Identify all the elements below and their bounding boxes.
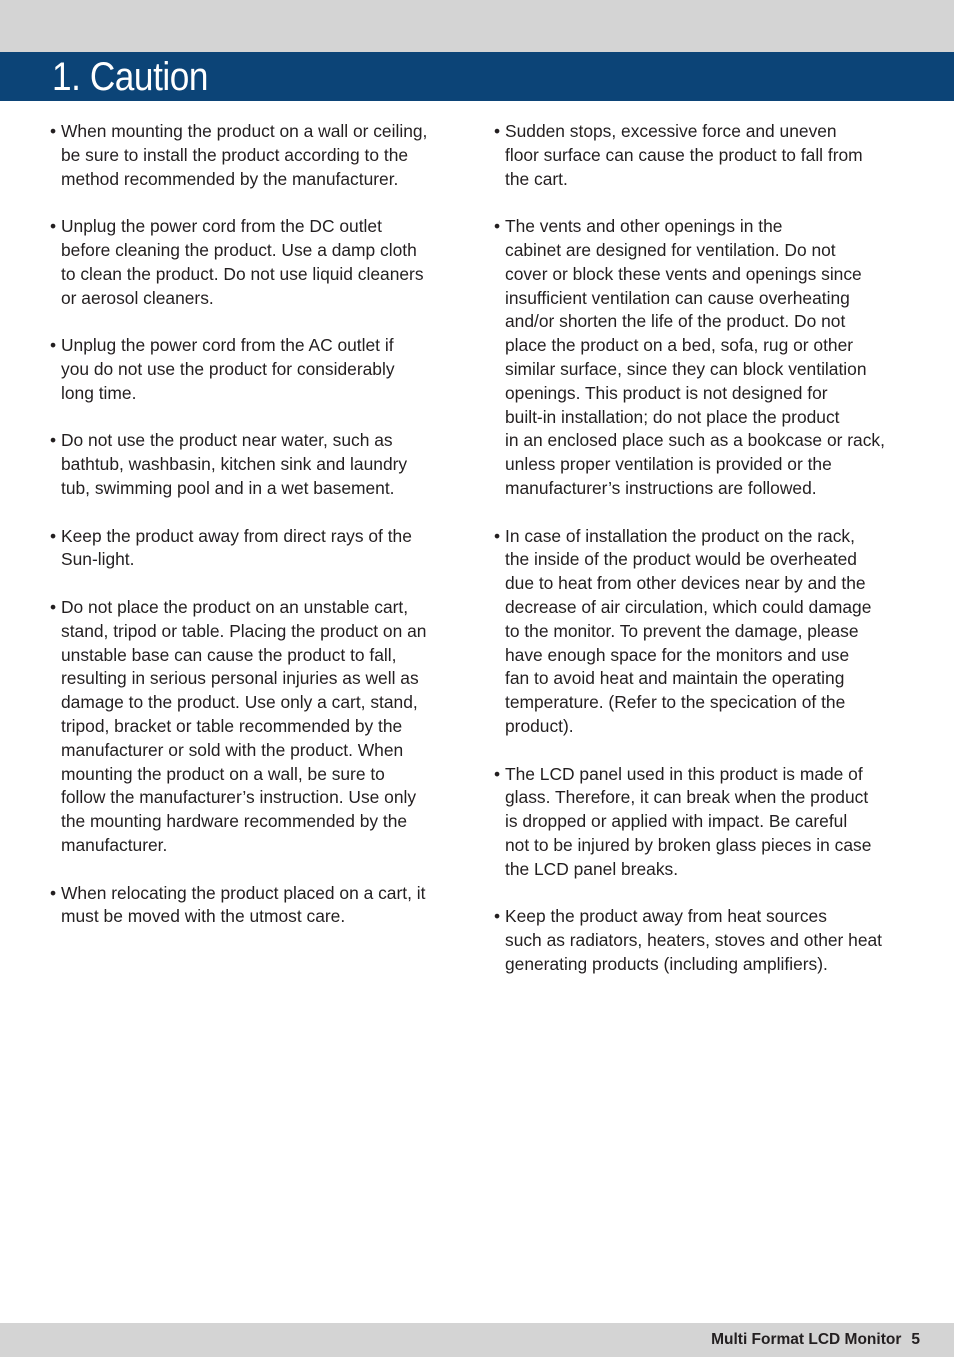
caution-item — [494, 905, 906, 976]
footer-label — [711, 1329, 920, 1351]
caution-text: Do not use the product near water, such as bathtub, washbasin, kitchen sink and laundry tub, swimming pool and in a wet basement. — [61, 430, 408, 498]
right-caution-list — [494, 120, 906, 1000]
caution-text: Sudden stops, excessive force and uneven floor surface can cause the product to fall from the cart. — [505, 121, 863, 189]
caution-item — [494, 763, 906, 882]
caution-text: When relocating the product placed on a cart, it must be moved with the utmost care. — [61, 882, 426, 927]
bullet-icon: • — [494, 216, 501, 237]
caution-text: The LCD panel used in this product is made of glass. Therefore, it can break when the product is dropped or applied with impact. Be careful not to be injured by broken glass pieces in case the LCD panel breaks. — [505, 763, 872, 879]
bullet-icon: • — [494, 525, 501, 546]
caution-text: Unplug the power cord from the AC outlet if you do not use the product for considerably long time. — [61, 335, 395, 403]
document-title: Multi Format LCD Monitor — [711, 1331, 902, 1348]
bullet-icon: • — [494, 763, 501, 784]
bullet-icon: • — [50, 216, 57, 237]
footer — [0, 1323, 954, 1357]
title-bar — [0, 52, 954, 101]
bullet-icon: • — [494, 906, 501, 927]
bullet-icon: • — [50, 121, 57, 141]
caution-item — [50, 882, 462, 930]
caution-item — [50, 525, 462, 573]
bullet-icon: • — [494, 121, 501, 141]
bullet-icon: • — [50, 430, 57, 451]
caution-item — [494, 525, 906, 739]
page-number: 5 — [911, 1331, 920, 1348]
bullet-icon: • — [50, 525, 57, 546]
caution-item — [494, 120, 906, 191]
caution-item — [50, 120, 462, 191]
caution-text: When mounting the product on a wall or ceiling, be sure to install the product according to the method recommended by the manufacturer. — [61, 121, 428, 189]
caution-text: Do not place the product on an unstable cart, stand, tripod or table. Placing the product on an unstable base can cause the product to fall, resulting in serious personal injuries as well as damage to the product. Use only a cart, stand, tripod, bracket or table recommended by the manufacturer or sold with the product. When mounting the product on a wall, be sure to follow the manufacturer’s instruction. Use only the mounting hardware recommended by the manufacturer. — [61, 596, 427, 855]
caution-text: Unplug the power cord from the DC outlet before cleaning the product. Use a damp cloth to clean the product. Do not use liquid cleaners or aerosol cleaners. — [61, 216, 424, 308]
caution-item — [50, 596, 462, 858]
left-caution-list — [50, 120, 462, 953]
caution-item — [50, 215, 462, 310]
bullet-icon: • — [50, 596, 57, 617]
top-band — [0, 0, 954, 52]
page-title: 1. Caution — [52, 55, 209, 99]
caution-text: In case of installation the product on the rack, the inside of the product would be overheated due to heat from other devices near by and the decrease of air circulation, which could damage to the monitor. To prevent the damage, please have enough space for the monitors and use fan to avoid heat and maintain the operating temperature. (Refer to the specication of the product). — [505, 525, 872, 736]
caution-item — [494, 215, 906, 501]
caution-item — [50, 429, 462, 500]
caution-text: The vents and other openings in the cabinet are designed for ventilation. Do not cover or block these vents and openings since insufficient ventilation can cause overheating and/or shorten the life of the product. Do not place the product on a bed, sofa, rug or other similar surface, since they can block ventilation openings. This product is not designed for built-in installation; do not place the product in an enclosed place such as a bookcase or rack, unless proper ventilation is provided or the manufacturer’s instructions are followed. — [505, 216, 885, 498]
caution-item — [50, 334, 462, 405]
caution-text: Keep the product away from direct rays of the Sun-light. — [61, 525, 412, 570]
bullet-icon: • — [50, 335, 57, 356]
bullet-icon: • — [50, 882, 57, 903]
caution-text: Keep the product away from heat sources such as radiators, heaters, stoves and other heat generating products (including amplifiers). — [505, 906, 883, 974]
